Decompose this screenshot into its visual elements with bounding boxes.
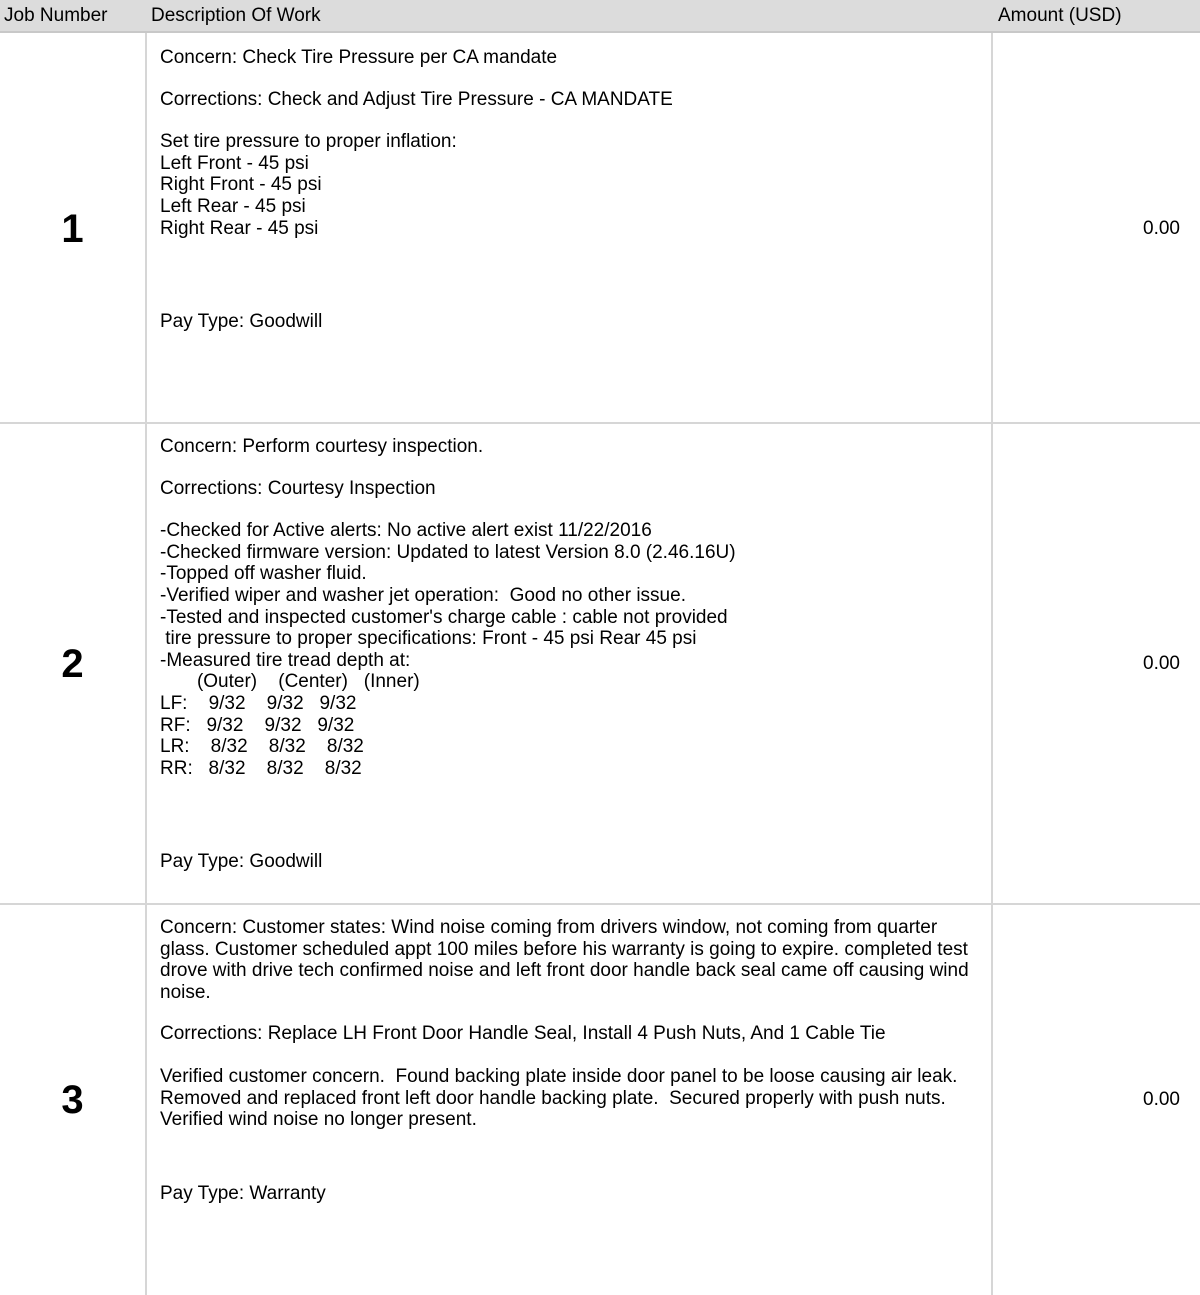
header-job-number: Job Number [4,5,108,26]
table-row [0,35,1200,422]
amount-value: 0.00 [1143,217,1180,239]
concern-text: Concern: Customer states: Wind noise coming from drivers window, not coming from quarter glass. Customer scheduled appt 100 miles before his warranty is going to expire. completed test drove with drive tech confirmed noise and left front door handle back seal came off causing wind noise. [160,917,974,1003]
pay-type: Pay Type: Goodwill [160,311,323,333]
corrections-text: Corrections: Courtesy Inspection [160,477,436,499]
amount-value: 0.00 [1143,652,1180,674]
description-of-work [160,917,975,1204]
table-header [0,0,1200,33]
header-description: Description Of Work [151,5,321,26]
pay-type: Pay Type: Goodwill [160,851,323,873]
job-number: 3 [61,1078,84,1122]
concern-text: Concern: Perform courtesy inspection. [160,436,484,457]
table-row [0,424,1200,903]
work-details: -Checked for Active alerts: No active alert exist 11/22/2016 -Checked firmware version: Updated to latest Version 8.0 (2.46.16U) -Topped off washer fluid. -Verified wiper and washer jet operation: Good no other issue. -Tested and inspected customer's charge cable : cable not provided tire pressure to proper specifications: Front - 45 psi Rear 45 psi -Measured tire tread depth at: (Outer) (Center) (Inner) LF: 9/32 9/32 9/32 RF: 9/32 9/32 9/32 LR: 8/32 8/32 8/32 RR: 8/32 8/32 8/32 [160,520,736,779]
work-details: Verified customer concern. Found backing plate inside door panel to be loose causing air leak. Removed and replaced front left door handle backing plate. Secured properly with push nuts. Verified wind noise no longer present. [160,1065,968,1131]
pay-type: Pay Type: Warranty [160,1182,326,1204]
concern-text: Concern: Check Tire Pressure per CA mandate [160,47,558,68]
corrections-text: Corrections: Check and Adjust Tire Pressure - CA MANDATE [160,88,673,110]
description-of-work [160,47,975,333]
corrections-text: Corrections: Replace LH Front Door Handle Seal, Install 4 Push Nuts, And 1 Cable Tie [160,1023,886,1045]
job-number: 1 [61,206,84,251]
work-details: Set tire pressure to proper inflation: Left Front - 45 psi Right Front - 45 psi Left Rear - 45 psi Right Rear - 45 psi [160,131,457,239]
job-number: 2 [61,641,84,686]
description-of-work [160,436,975,873]
amount-value: 0.00 [1143,1089,1180,1110]
header-amount: Amount (USD) [998,5,1122,26]
table-row [0,905,1200,1295]
